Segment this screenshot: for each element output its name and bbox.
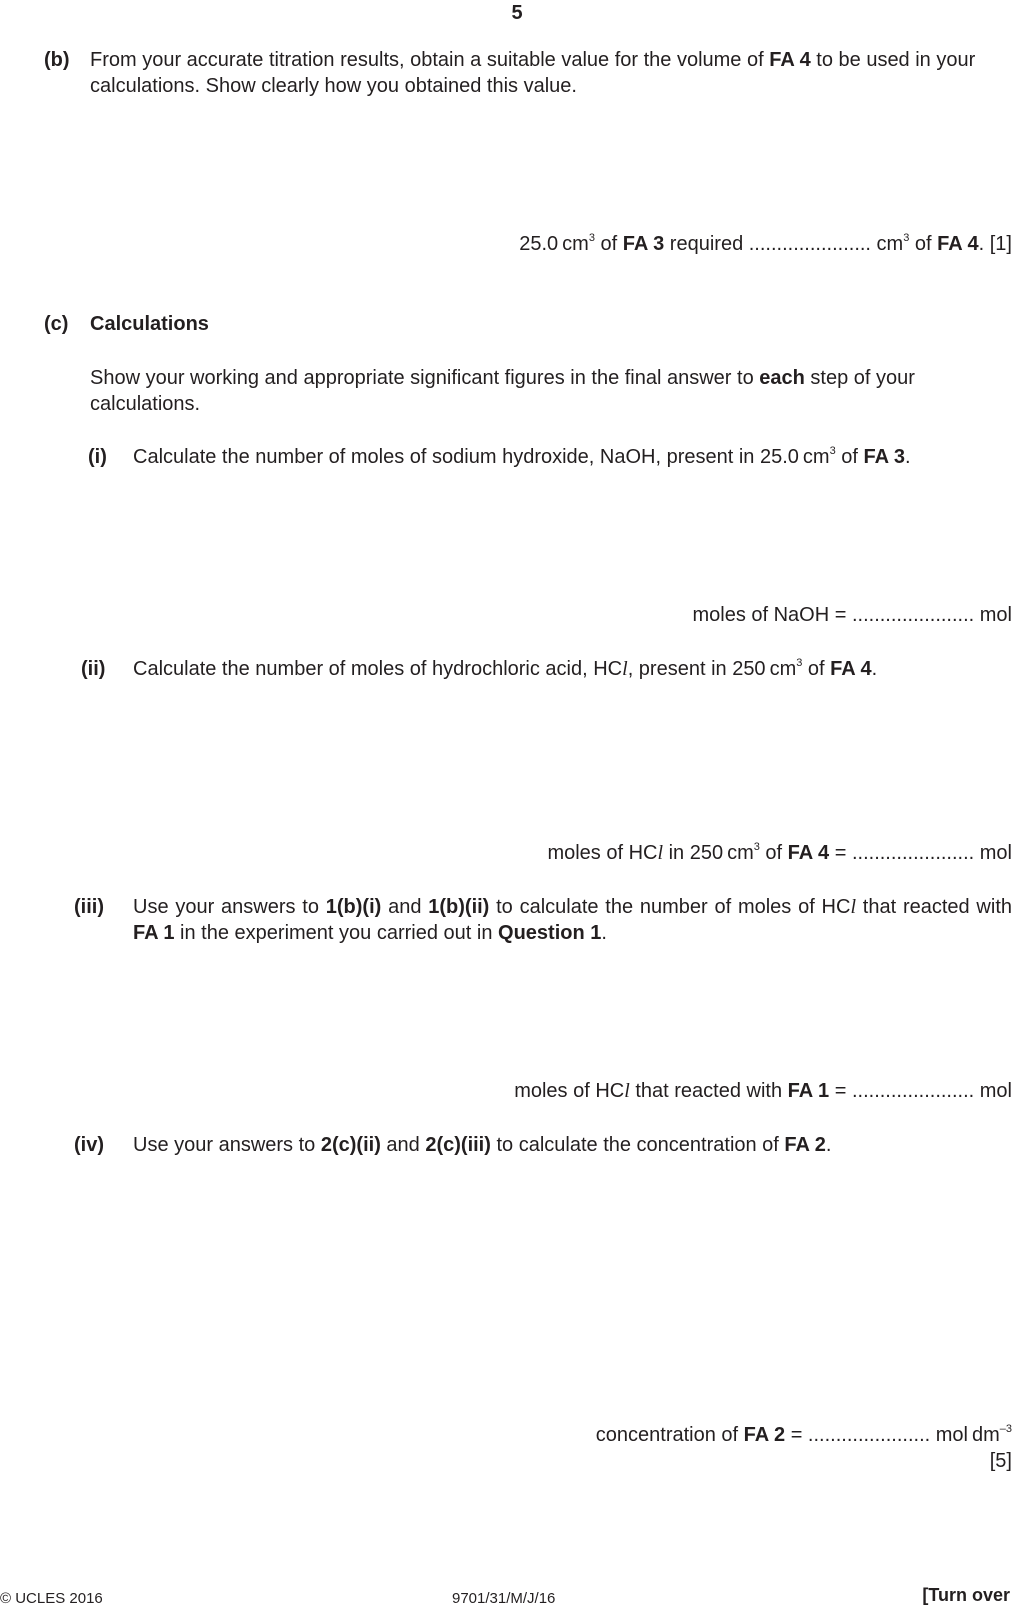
part-b-answer-line: 25.0 $cm^3$ of FA 3 required ...................... $cm^3$ of FA 4. [1] [519,232,1012,255]
part-c-ii-question: Calculate the number of moles of hydrochloric acid, HCl, present in 250 $cm^3$ of FA 4. [133,657,878,680]
part-b-question: From your accurate titration results, obtain a suitable value for the volume of FA 4 to be used in your calculations. Show clearly how you obtained this value. [90,49,976,97]
part-c-i-question: Calculate the number of moles of sodium hydroxide, NaOH, present in 25.0 $cm^3$ of FA 3. [133,445,911,468]
part-c-label: (c) [44,313,69,335]
part-c-i-answer-line: moles of NaOH = ...................... mol [692,604,1012,626]
part-c-iii-answer-line: moles of HCl that reacted with FA 1 = ...................... mol [514,1080,1012,1102]
footer-copyright: © UCLES 2016 [0,1590,103,1607]
part-c-iv-answer-line: concentration of FA 2 = ...................... mol $dm^{-3}$ [595,1423,1012,1446]
part-c-ii-answer-line: moles of HCl in 250 $cm^3$ of FA 4 = ...................... mol [547,841,1012,864]
part-c-iv-label: (iv) [74,1134,104,1156]
part-c-iii-label: (iii) [74,896,104,918]
part-c-marks: [5] [989,1450,1012,1472]
page-number: 5 [511,2,523,24]
footer-paper-code: 9701/31/M/J/16 [452,1590,556,1607]
part-c-instructions: Show your working and appropriate significant figures in the final answer to each step of your calculations. [90,367,915,415]
part-c-heading: Calculations [90,313,209,335]
part-c-ii-label: (ii) [81,658,106,680]
part-c-iii-question: Use your answers to 1(b)(i) and 1(b)(ii) to calculate the number of moles of HCl that reacted with FA 1 in the experiment you carried out in Question 1. [133,896,1013,944]
footer-turn-over: [Turn over [922,1585,1010,1605]
part-b-label: (b) [44,49,70,71]
part-c-i-label: (i) [88,446,107,468]
part-c-iv-question: Use your answers to 2(c)(ii) and 2(c)(iii) to calculate the concentration of FA 2. [133,1134,832,1156]
